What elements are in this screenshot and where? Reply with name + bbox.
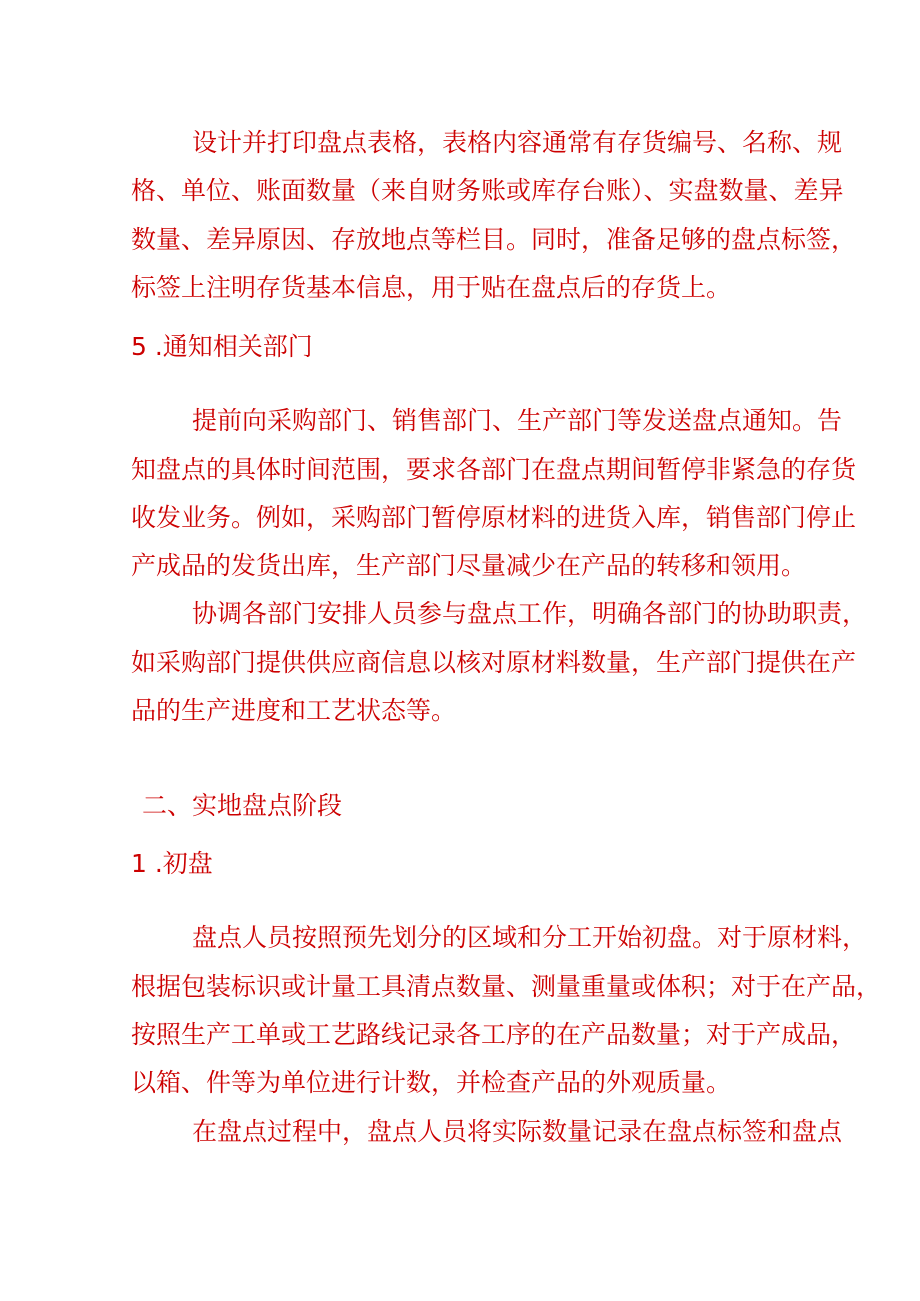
paragraph-2-line-1: 提前向采购部门、销售部门、生产部门等发送盘点通知。告 <box>192 406 843 435</box>
paragraph-2-line-3: 收发业务。例如，采购部门暂停原材料的进货入库，销售部门停止 <box>131 503 857 532</box>
paragraph-1-line-2: 格、单位、账面数量（来自财务账或库存台账）、实盘数量、差异 <box>131 176 844 205</box>
paragraph-4-line-3: 按照生产工单或工艺路线记录各工序的在产品数量；对于产成品， <box>131 1020 857 1049</box>
heading-notify-departments: 5 .通知相关部门 <box>131 332 313 361</box>
paragraph-3-line-3: 品的生产进度和工艺状态等。 <box>131 696 457 725</box>
heading-initial-count: 1 .初盘 <box>131 849 213 878</box>
paragraph-3-line-2: 如采购部门提供供应商信息以核对原材料数量，生产部门提供在产 <box>131 648 857 677</box>
paragraph-1-line-4: 标签上注明存货基本信息，用于贴在盘点后的存货上。 <box>131 273 732 302</box>
paragraph-4-line-1: 盘点人员按照预先划分的区域和分工开始初盘。对于原材料， <box>192 923 868 952</box>
paragraph-2-line-4: 产成品的发货出库，生产部门尽量减少在产品的转移和领用。 <box>131 551 807 580</box>
paragraph-4-line-2: 根据包装标识或计量工具清点数量、测量重量或体积；对于在产品， <box>131 972 882 1001</box>
paragraph-4-line-4: 以箱、件等为单位进行计数，并检查产品的外观质量。 <box>131 1068 732 1097</box>
paragraph-2-line-2: 知盘点的具体时间范围，要求各部门在盘点期间暂停非紧急的存货 <box>131 455 857 484</box>
paragraph-1-line-1: 设计并打印盘点表格，表格内容通常有存货编号、名称、规 <box>192 128 843 157</box>
paragraph-5-line-1: 在盘点过程中，盘点人员将实际数量记录在盘点标签和盘点 <box>192 1117 843 1146</box>
section-heading-onsite-count: 二、实地盘点阶段 <box>142 791 343 820</box>
paragraph-3-line-1: 协调各部门安排人员参与盘点工作，明确各部门的协助职责， <box>192 599 868 628</box>
paragraph-1-line-3: 数量、差异原因、存放地点等栏目。同时，准备足够的盘点标签， <box>131 225 857 254</box>
